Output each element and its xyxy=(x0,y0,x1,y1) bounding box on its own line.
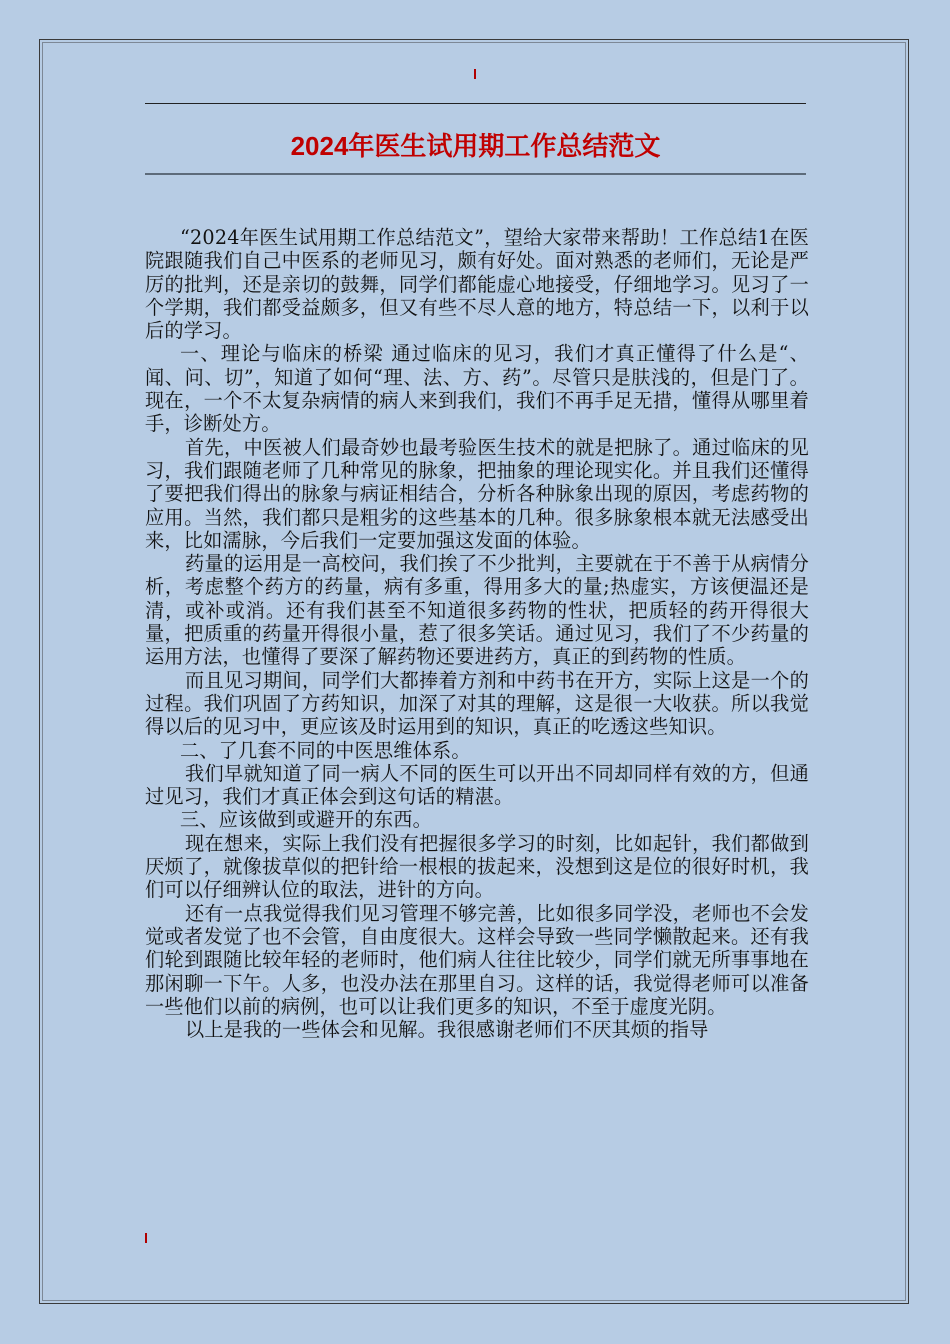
header-marker xyxy=(474,69,476,79)
paragraph-pulse: 首先，中医被人们最奇妙也最考验医生技术的就是把脉了。通过临床的见习，我们跟随老师了几种常见的脉象，把抽象的理论现实化。并且我们还懂得了要把我们得出的脉象与病证相结合，分析各种脉象出现的原因，考虑药物的应用。当然，我们都只是粗劣的这些基本的几种。很多脉象根本就无法感受出来，比如濡脉，今后我们一定要加强这发面的体验。 xyxy=(145,435,809,552)
section-heading-1: 一、理论与临床的桥梁 通过临床的见习，我们才真正懂得了什么是“、闻、问、切”，知道了如何“理、法、方、药”。尽管只是肤浅的，但是门了。现在，一个不太复杂病情的病人来到我们，我们不再手足无措，懂得从哪里着手，诊断处方。 xyxy=(145,342,809,436)
paragraph-dosage: 药量的运用是一高校问，我们挨了不少批判，主要就在于不善于从病情分析，考虑整个药方的药量，病有多重，得用多大的量;热虚实，方该便温还是清，或补或消。还有我们甚至不知道很多药物的性状，把质轻的药开得很大量，把质重的药量开得很小量，惹了很多笑话。通过见习，我们了不少药量的运用方法，也懂得了要深了解药物还要进药方，真正的到药物的性质。 xyxy=(145,552,809,669)
paragraph-closing: 以上是我的一些体会和见解。我很感谢老师们不厌其烦的指导 xyxy=(185,1018,709,1042)
footer-marker xyxy=(145,1233,147,1243)
document-title: 2024年医生试用期工作总结范文 xyxy=(290,131,661,161)
paragraph-needles: 现在想来，实际上我们没有把握很多学习的时刻，比如起针，我们都做到厌烦了，就像拔草似的把针给一根根的拔起来，没想到这是位的很好时机，我们可以仔细辨认位的取法，进针的方向。 xyxy=(145,831,809,902)
header-rule xyxy=(145,103,806,104)
paragraph-thinking-systems: 我们早就知道了同一病人不同的医生可以开出不同却同样有效的方，但通过见习，我们才真正体会到这句话的精湛。 xyxy=(145,761,809,809)
document-body xyxy=(145,226,809,1041)
section-heading-2: 二、了几套不同的中医思维体系。 xyxy=(180,738,471,762)
paragraph-prescriptions: 而且见习期间，同学们大都捧着方剂和中药书在开方，实际上这是一个的过程。我们巩固了方药知识，加深了对其的理解，这是很一大收获。所以我觉得以后的见习中，更应该及时运用到的知识，真正的吃透这些知识。 xyxy=(145,668,809,739)
title-divider xyxy=(145,173,806,175)
section-heading-3: 三、应该做到或避开的东西。 xyxy=(180,808,433,832)
paragraph-intro: “2024年医生试用期工作总结范文”，望给大家带来帮助！工作总结1在医院跟随我们自己中医系的老师见习，颇有好处。面对熟悉的老师们，无论是严厉的批判，还是亲切的鼓舞，同学们都能虚心地接受，仔细地学习。见习了一个学期，我们都受益颇多，但又有些不尽人意的地方，特总结一下，以利于以后的学习。 xyxy=(145,226,809,343)
paragraph-management: 还有一点我觉得我们见习管理不够完善，比如很多同学没，老师也不会发觉或者发觉了也不会管，自由度很大。这样会导致一些同学懒散起来。还有我们轮到跟随比较年轻的老师时，他们病人往往比较少，同学们就无所事事地在那闲聊一下午。人多，也没办法在那里自习。这样的话，我觉得老师可以准备一些他们以前的病例，也可以让我们更多的知识，不至于虚度光阴。 xyxy=(145,901,809,1018)
